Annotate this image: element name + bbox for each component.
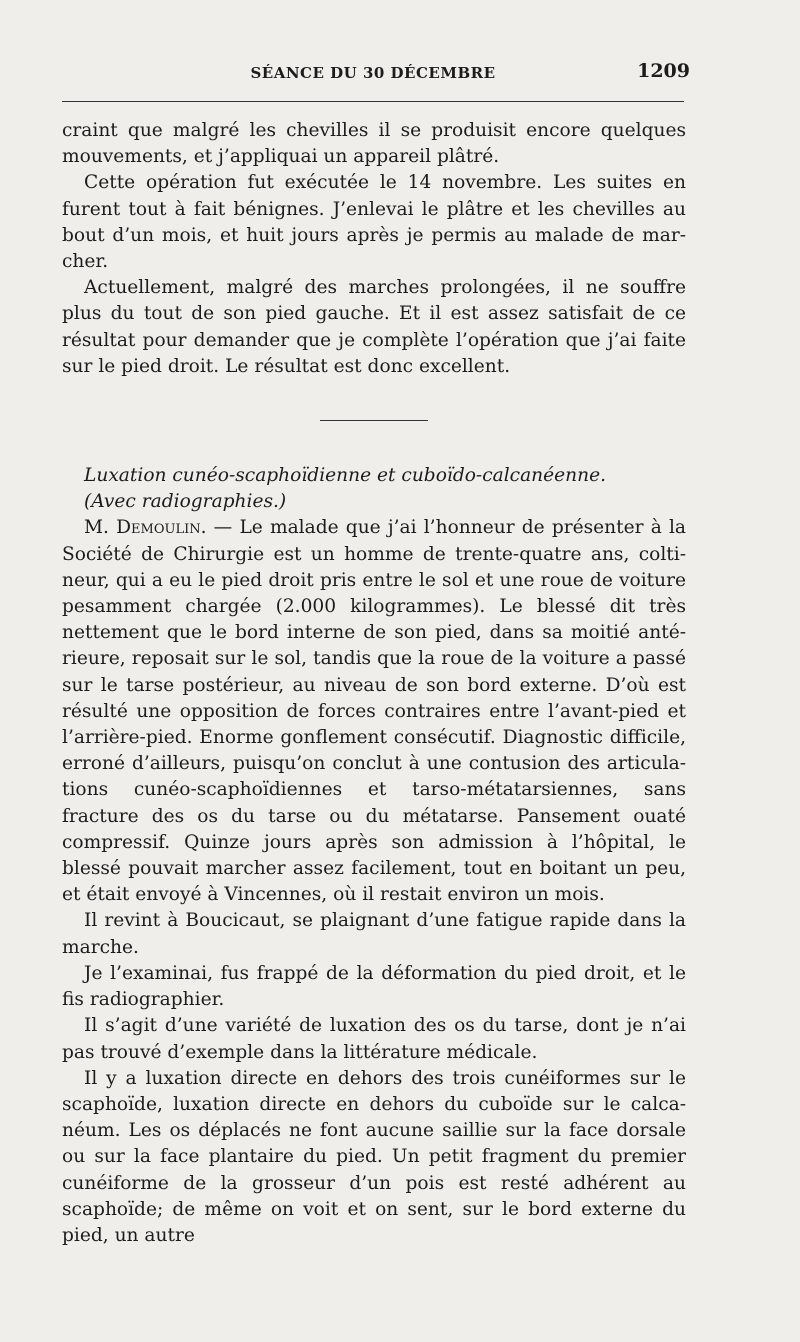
paragraph: Il revint à Boucicaut, se plaignant d’une fatigue rapide dans la marche. xyxy=(62,910,686,958)
paragraph-text: — Le malade que j’ai l’honneur de présenter à la Société de Chirurgie est un homme de trente-quatre ans, coltineur, qui a eu le pied droit pris entre le sol et une roue de voiture pesamment chargée (2.000 kilogrammes). Le blessé dit très nettement que le bord interne de son pied, dans sa moitié antérieure, reposait sur le sol, tandis que la roue de la voiture a passé sur le tarse postérieur, au niveau de son bord externe. D’où est résulté une opposition de forces contraires entre l’avant-pied et l’arrière-pied. Enorme gonflement consécutif. Diagnostic difficile, erroné d’ailleurs, puisqu’on conclut à une contusion des articulations cunéo-scaphoïdiennes et tarso-métatarsiennes, sans fracture des os du tarse ou du métatarse. Pansement ouaté compressif. Quinze jours après son admission à l’hôpital, le blessé pouvait marcher assez facilement, tout en boitant un peu, et était envoyé à Vincennes, où il restait environ un mois. xyxy=(62,517,686,906)
paragraph: Je l’examinai, fus frappé de la déformation du pied droit, et le fis radiographier. xyxy=(62,962,686,1011)
body-text xyxy=(62,118,686,1249)
running-head-title: SÉANCE DU 30 DÉCEMBRE xyxy=(250,64,496,82)
running-head xyxy=(62,60,690,86)
paragraph: Actuellement, malgré des marches prolongées, il ne souffre plus du tout de son pied gauche. Et il est assez satisfait de ce résultat pour demander que je complète l’opération que j’ai faite sur le pied droit. Le résultat est donc excellent. xyxy=(62,277,686,377)
section-separator xyxy=(320,420,428,421)
paragraph: Il y a luxation directe en dehors des trois cunéiformes sur le scaphoïde, luxation directe en dehors du cuboïde sur le calcanéum. Les os déplacés ne font aucune saillie sur la face dorsale ou sur la face plantaire du pied. Un petit fragment du premier cunéiforme de la grosseur d’un pois est resté adhérent au scaphoïde; de même on voit et on sent, sur le bord externe du pied, un autre xyxy=(62,1067,686,1246)
paragraph: craint que malgré les chevilles il se produisit encore quelques mouvements, et j’appliquai un appareil plâtré. xyxy=(62,120,686,168)
section-subtitle: (Avec radiographies.) xyxy=(84,491,287,513)
speaker-name: M. Demoulin. xyxy=(84,517,207,539)
paragraph xyxy=(62,515,686,908)
paragraph: Cette opération fut exécutée le 14 novembre. Les suites en furent tout à fait bénignes. J’enlevai le plâtre et les chevilles au bout d’un mois, et huit jours après je permis au malade de marcher. xyxy=(62,172,686,273)
page-number: 1209 xyxy=(637,60,690,82)
paragraph: Il s’agit d’une variété de luxation des os du tarse, dont je n’ai pas trouvé d’exemple dans la littérature médicale. xyxy=(62,1015,686,1063)
section-title: Luxation cunéo-scaphoïdienne et cuboïdo-calcanéenne. xyxy=(84,465,607,487)
header-rule xyxy=(62,101,684,102)
